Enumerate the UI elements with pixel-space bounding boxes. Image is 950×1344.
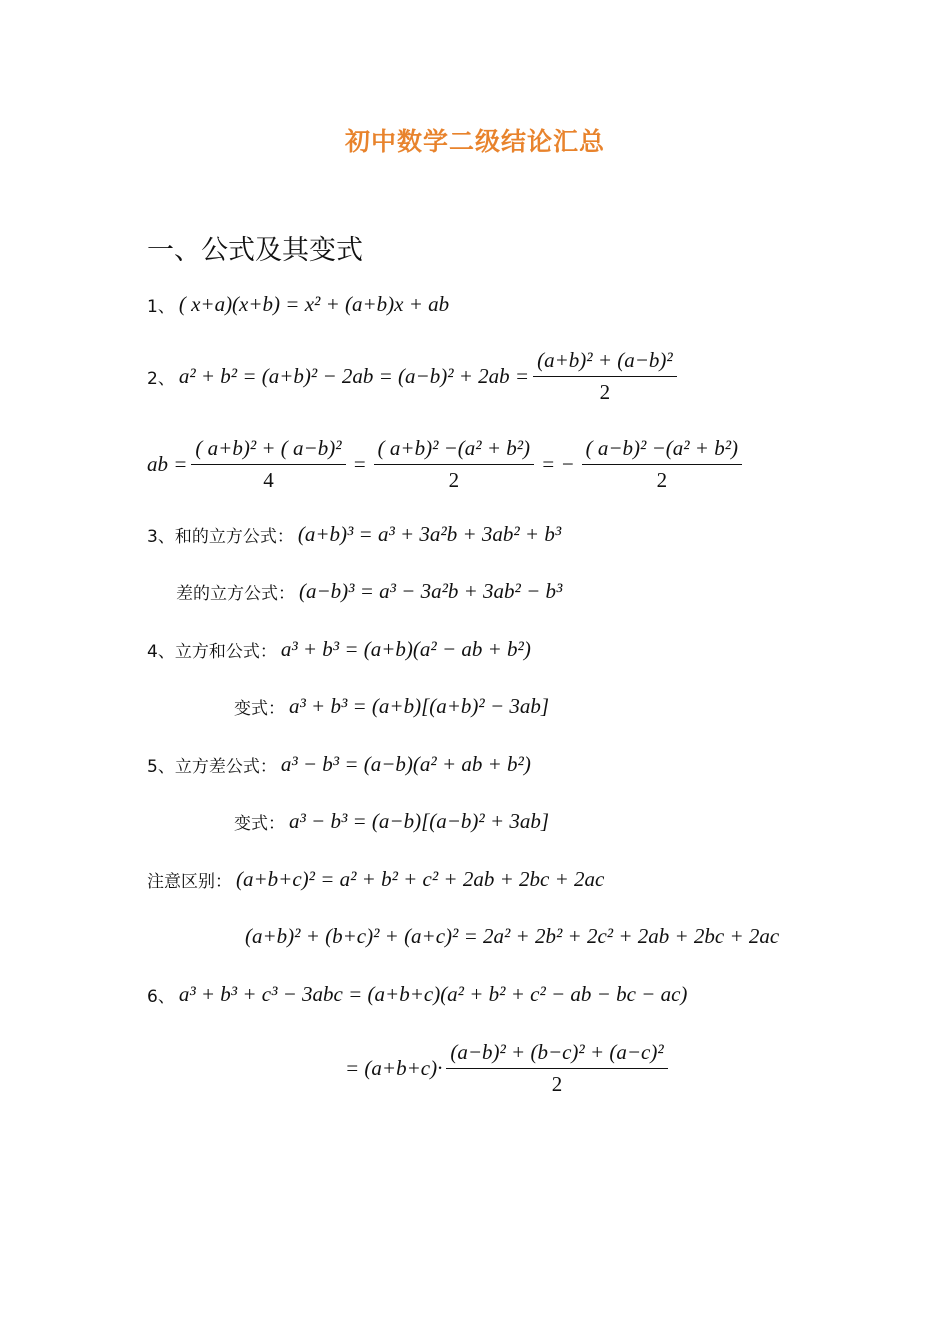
formula-2b [147,436,746,493]
formula-1-label: 1、 [147,297,175,317]
formula-2-expr: a² + b² = (a+b)² − 2ab = (a−b)² + 2ab = [178,364,530,388]
formula-6 [147,982,687,1007]
formula-note [147,867,604,892]
formula-5 [147,752,531,777]
equals-minus-sign: = − [541,452,575,476]
fraction-3-denominator: 2 [656,468,668,492]
formula-note-b-expr: (a+b)² + (b+c)² + (a+c)² = 2a² + 2b² + 2c² + 2ab + 2bc + 2ac [245,924,780,948]
formula-4-label: 4、立方和公式： [147,642,277,662]
formula-3b-expr: (a−b)³ = a³ − 3a²b + 3ab² − b³ [299,579,563,603]
formula-note-label: 注意区别： [147,872,232,892]
formula-4 [147,637,531,662]
formula-2b-fraction-3 [582,436,742,493]
formula-5-label: 5、立方差公式： [147,757,277,777]
formula-6b [345,1040,672,1097]
formula-5b [234,809,549,834]
formula-4-expr: a³ + b³ = (a+b)(a² − ab + b²) [280,637,531,661]
fraction-2-numerator: ( a+b)² −(a² + b²) [374,436,534,465]
formula-6b-fraction-denominator: 2 [551,1072,563,1096]
equals-sign: = [352,452,367,476]
formula-6b-lhs: = (a+b+c)· [345,1056,443,1080]
section-heading: 一、公式及其变式 [147,235,363,266]
page-title: 初中数学二级结论汇总 [344,127,605,156]
formula-5-expr: a³ − b³ = (a−b)(a² + ab + b²) [280,752,531,776]
formula-4b-expr: a³ + b³ = (a+b)[(a+b)² − 3ab] [289,694,550,718]
formula-2-fraction [533,348,677,405]
formula-3-expr: (a+b)³ = a³ + 3a²b + 3ab² + b³ [297,522,562,546]
formula-4b-label: 变式： [234,699,285,719]
formula-2-fraction-denominator: 2 [599,380,611,404]
formula-1 [147,292,449,317]
formula-2 [147,348,681,405]
formula-2-fraction-numerator: (a+b)² + (a−b)² [533,348,677,377]
formula-6b-fraction-numerator: (a−b)² + (b−c)² + (a−c)² [446,1040,667,1069]
fraction-2-denominator: 2 [448,468,460,492]
formula-3 [147,522,561,547]
formula-3b-label: 差的立方公式： [176,584,295,604]
fraction-1-denominator: 4 [263,468,274,492]
formula-note-expr: (a+b+c)² = a² + b² + c² + 2ab + 2bc + 2ac [236,867,605,891]
formula-2b-fraction-2 [374,436,534,493]
formula-5b-label: 变式： [234,814,285,834]
formula-3-label: 3、和的立方公式： [147,527,294,547]
formula-1-expr: ( x+a)(x+b) = x² + (a+b)x + ab [178,292,450,316]
formula-6b-fraction [446,1040,667,1097]
formula-4b [234,694,549,719]
fraction-1-numerator: ( a+b)² + ( a−b)² [191,436,345,465]
formula-2b-fraction-1 [191,436,345,493]
fraction-3-numerator: ( a−b)² −(a² + b²) [582,436,742,465]
formula-5b-expr: a³ − b³ = (a−b)[(a−b)² + 3ab] [289,809,550,833]
formula-2-label: 2、 [147,369,175,389]
formula-3b [176,579,562,604]
formula-6-label: 6、 [147,987,175,1007]
formula-6-expr: a³ + b³ + c³ − 3abc = (a+b+c)(a² + b² + c² − ab − bc − ac) [178,982,688,1006]
formula-2b-lhs: ab = [147,452,188,476]
formula-note-b [245,924,779,949]
